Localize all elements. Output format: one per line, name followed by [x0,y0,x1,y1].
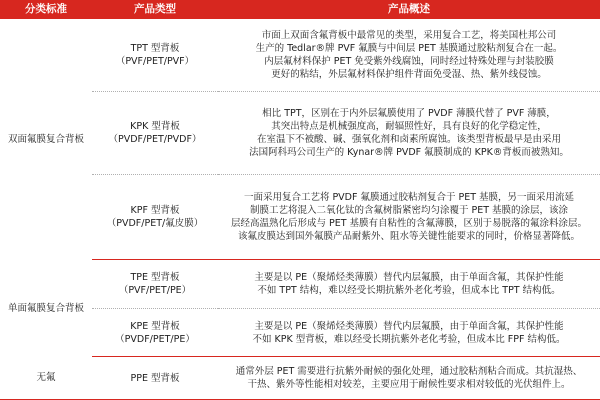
product-name: TPE 型背板 [130,271,180,283]
description-line: 主要是以 PE（聚烯烃类薄膜）替代内层氟膜，由于单面含氟，其保护性能 [254,320,564,332]
product-name: KPF 型背板 [130,205,180,216]
description-line: 其突出特点是机械强度高，耐辐照性好，具有良好的化学稳定性， [271,121,547,133]
description-cell [218,92,600,175]
description-line: 内层氟材料保护 PET 免受紫外线腐蚀，同时经过特殊处理与封装胶膜 [264,56,554,68]
product-name: KPE 型背板 [130,320,180,332]
description-cell [218,308,600,357]
description-line: 该氟皮膜达到国外氟膜产品耐紫外、阻水等关键性能要求的同时，价格显著降低。 [237,231,580,242]
description-line: 一面采用复合工艺将 PVDF 氟膜通过胶粘剂复合于 PET 基膜，另一面采用流延 [243,192,575,203]
product-cell [92,357,218,400]
product-structure: （PVF/PET/PE） [118,284,192,296]
product-name: PPE 型背板 [130,372,180,384]
description-line: 更好的粘结，外层氟材料保护组件背面免受湿、热、紫外线侵蚀。 [271,69,547,81]
table-header-row [0,0,600,19]
product-name: TPT 型背板 [130,43,180,55]
description-line: 主要是以 PE（聚烯烃类薄膜）替代内层氟膜，由于单面含氟，其保护性能 [254,271,564,283]
product-cell [92,175,218,260]
product-name: KPK 型背板 [130,121,180,133]
product-structure: （PVDF/PET/PVDF） [108,134,202,146]
product-cell [92,308,218,357]
description-line: 生产的 Tedlar®牌 PVF 氟膜与中间层 PET 基膜通过胶粘剂复合在一起。 [255,43,563,55]
description-line: 通常外层 PET 需要进行抗紫外耐候的强化处理，通过胶粘剂粘合而成。其抗湿热、 [235,366,583,378]
product-structure: （PVF/PET/PVF） [115,56,195,68]
product-structure: （PVDF/PET/氟皮膜） [106,218,204,229]
header-category: 分类标准 [0,0,92,19]
description-line: 不如 TPT 结构，难以经受长期抗紫外老化考验，但成本比 TPT 结构低。 [257,284,561,296]
product-cell [92,92,218,175]
product-cell [92,19,218,92]
table-row [0,260,600,309]
description-cell [218,260,600,309]
table-row [0,357,600,400]
description-line: 干热、紫外等性能相对较差，主要应用于耐候性要求相对较低的光伏组件上。 [247,379,571,391]
header-product-type: 产品类型 [92,0,218,19]
description-cell [218,357,600,400]
category-cell: 单面氟膜复合背板 [7,302,84,314]
description-line: 相比 TPT，区别在于内外层氟膜使用了 PVDF 薄膜代替了 PVF 薄膜， [262,108,556,120]
category-cell: 双面氟膜复合背板 [7,133,84,145]
product-structure: （PVDF/PET/PE） [115,333,195,345]
description-cell [218,19,600,92]
product-cell [92,260,218,309]
description-line: 法国阿科玛公司生产的 Kynar®牌 PVDF 氟膜制成的 KPK®背板而被熟知。 [249,147,569,159]
description-line: 在室温下不被酸、碱、强氧化剂和卤素所腐蚀。该类型背板最早是由采用 [256,134,561,146]
description-cell [218,175,600,260]
table-row [0,19,600,92]
description-line: 制膜工艺将混入二氧化钛的含氟树脂紧密均匀涂覆于 PET 基膜的涂层，该涂 [249,205,569,216]
description-line: 不如 KPK 型背板，难以经受长期抗紫外老化考验，但成本比 FPF 结构低。 [252,333,566,345]
category-cell: 无氟 [0,357,92,400]
description-line: 市面上双面含氟背板中最常见的类型，采用复合工艺，将美国杜邦公司 [261,30,557,42]
header-product-overview: 产品概述 [218,0,600,19]
description-line: 层经高温熟化后形成与 PET 基膜有自粘性的含氟薄膜，区别于易脱落的氟涂料涂层。 [230,218,588,229]
